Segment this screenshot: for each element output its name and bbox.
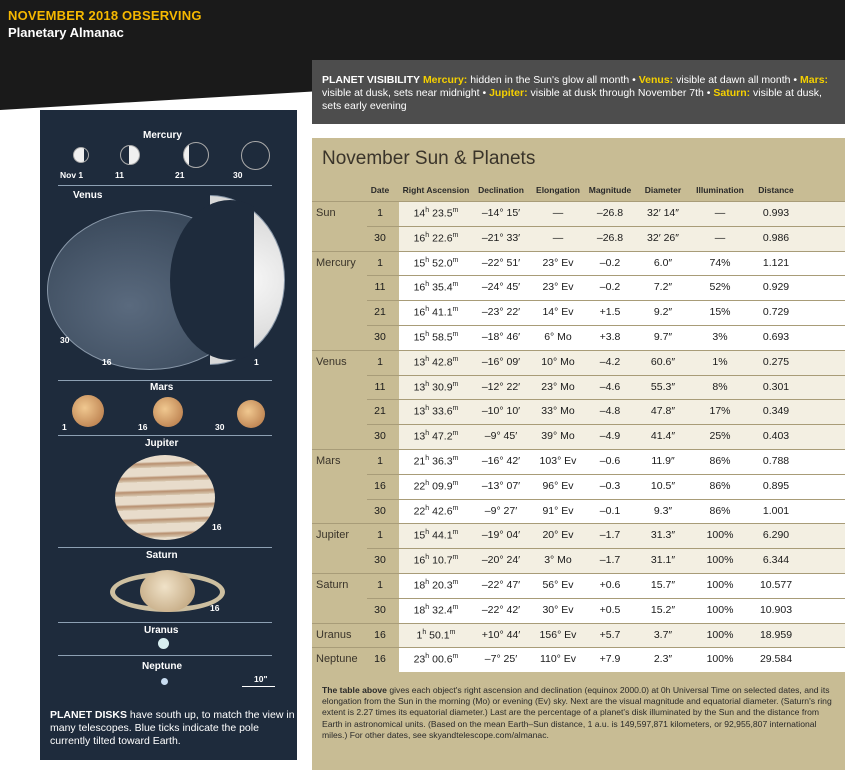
cell-dec: –20° 24′ (481, 554, 521, 567)
cell-mag: +1.5 (599, 306, 621, 319)
cell-elong: 10° Mo (541, 355, 575, 368)
group-divider (312, 623, 845, 624)
cell-dec: –16° 42′ (481, 455, 521, 467)
sun-planets-table (312, 138, 845, 770)
column-header: Distance (758, 185, 794, 195)
planet-name: Sun (316, 207, 336, 219)
table-row (312, 325, 845, 350)
scale-label: 10" (254, 674, 268, 684)
cell-ra: 15$^h$ 58.5$^m$ (413, 331, 459, 344)
cell-ra: 15$^h$ 52.0$^m$ (413, 256, 459, 270)
cell-dec: –21° 33′ (481, 231, 521, 244)
cell-mag: +3.8 (599, 331, 621, 343)
cell-dec: +10° 44′ (481, 628, 521, 641)
cell-mag: +0.6 (599, 579, 621, 591)
cell-ra: 23$^h$ 00.6$^m$ (413, 653, 459, 666)
divider (58, 655, 272, 656)
cell-diam: 31.3″ (650, 529, 676, 542)
table-row (312, 375, 845, 400)
visibility-text: visible at dusk through November 7th • (527, 87, 714, 99)
cell-illum: 86% (709, 479, 731, 492)
cell-elong: 110° Ev (539, 653, 577, 666)
table-row (312, 226, 845, 251)
cell-mag: –0.2 (599, 281, 621, 294)
mercury-label-2: 11 (115, 170, 124, 180)
row-divider (367, 399, 845, 400)
venus-label-16: 16 (102, 357, 112, 367)
cell-ra: 16$^h$ 22.6$^m$ (413, 231, 459, 245)
cell-date: 1 (377, 529, 383, 542)
group-divider (312, 647, 845, 648)
visibility-lead: PLANET VISIBILITY (322, 74, 421, 86)
divider (58, 622, 272, 623)
mercury-label-3: 21 (175, 170, 185, 180)
cell-dist: 0.729 (762, 306, 790, 319)
cell-diam: 10.5″ (650, 479, 676, 492)
column-header: Illumination (696, 185, 744, 195)
column-header: Right Ascension (402, 185, 470, 195)
cell-dec: –18° 46′ (481, 331, 521, 343)
cell-dist: 10.577 (759, 579, 793, 591)
cell-elong: 103° Ev (539, 455, 577, 467)
cell-diam: 15.2″ (650, 603, 676, 616)
disk-caption (50, 709, 295, 748)
cell-elong: 23° Ev (542, 281, 574, 294)
row-divider (367, 598, 845, 599)
mercury-disk-1 (73, 147, 89, 163)
cell-date: 1 (377, 207, 383, 219)
row-divider (367, 375, 845, 376)
cell-mag: +0.5 (599, 603, 621, 616)
planet-disks-panel (40, 110, 297, 760)
cell-ra: 13$^h$ 42.8$^m$ (413, 355, 459, 369)
cell-illum: 100% (706, 653, 734, 666)
jupiter-label-16: 16 (212, 522, 222, 532)
cell-mag: –26.8 (596, 207, 624, 219)
cell-ra: 13$^h$ 30.9$^m$ (413, 380, 459, 394)
cell-dec: –12° 22′ (481, 380, 521, 393)
cell-elong: 156° Ev (539, 628, 577, 641)
cell-illum: 100% (706, 579, 734, 591)
table-row (312, 474, 845, 499)
table-row (312, 300, 845, 325)
group-divider (312, 350, 845, 351)
row-divider (367, 300, 845, 301)
table-row (312, 598, 845, 623)
cell-mag: –0.1 (599, 504, 621, 517)
cell-dist: 10.903 (759, 603, 793, 616)
planet-name: Saturn (316, 579, 349, 591)
row-divider (367, 325, 845, 326)
cell-diam: 9.2″ (653, 306, 673, 319)
cell-dec: –7° 25′ (484, 653, 518, 666)
visibility-planet: Saturn: (713, 87, 751, 99)
table-row (312, 548, 845, 573)
cell-ra: 18$^h$ 32.4$^m$ (413, 603, 459, 617)
cell-ra: 14$^h$ 23.5$^m$ (413, 207, 459, 220)
planet-name: Mars (316, 455, 341, 467)
cell-illum: 86% (709, 504, 731, 517)
cell-diam: 60.6″ (650, 355, 676, 368)
visibility-text: visible at dawn all month • (673, 74, 801, 86)
column-header: Date (370, 185, 390, 195)
saturn-title: Saturn (146, 550, 178, 561)
cell-dist: 1.001 (762, 504, 790, 517)
cell-diam: 55.3″ (650, 380, 676, 393)
cell-date: 30 (374, 504, 386, 517)
jupiter-title: Jupiter (145, 438, 179, 449)
cell-date: 11 (374, 281, 386, 294)
neptune-title: Neptune (142, 661, 182, 672)
cell-dist: 0.788 (762, 455, 790, 467)
cell-dec: –16° 09′ (481, 355, 521, 368)
planet-visibility-box (312, 60, 845, 124)
cell-dec: –22° 51′ (481, 256, 521, 269)
cell-dec: –9° 27′ (484, 504, 518, 517)
cell-date: 21 (374, 405, 386, 418)
cell-diam: 47.8″ (650, 405, 676, 418)
divider (58, 380, 272, 381)
visibility-planet: Mars: (800, 74, 829, 86)
saturn-label-16: 16 (210, 603, 220, 613)
cell-mag: –4.2 (599, 355, 621, 368)
cell-dec: –22° 42′ (481, 603, 521, 616)
cell-dec: –13° 07′ (481, 479, 521, 492)
mercury-title: Mercury (143, 130, 182, 141)
cell-dist: 0.301 (762, 380, 790, 393)
cell-diam: 6.0″ (653, 256, 673, 269)
cell-ra: 16$^h$ 10.7$^m$ (413, 554, 459, 567)
page-kicker: NOVEMBER 2018 OBSERVING (8, 8, 202, 23)
cell-mag: –0.3 (599, 479, 621, 492)
cell-dist: 0.993 (762, 207, 790, 219)
planet-name: Jupiter (316, 529, 350, 542)
cell-elong: — (552, 207, 564, 219)
cell-ra: 13$^h$ 33.6$^m$ (413, 405, 459, 418)
cell-illum: 25% (709, 430, 731, 443)
cell-elong: 23° Ev (542, 256, 574, 269)
cell-ra: 15$^h$ 44.1$^m$ (413, 529, 459, 542)
cell-illum: 74% (709, 256, 731, 269)
cell-ra: 16$^h$ 41.1$^m$ (413, 306, 459, 319)
cell-ra: 22$^h$ 09.9$^m$ (413, 479, 459, 493)
cell-diam: 11.9″ (651, 455, 675, 467)
cell-date: 30 (374, 603, 386, 616)
mars-label-16: 16 (138, 422, 148, 432)
cell-date: 30 (374, 331, 386, 343)
cell-elong: 6° Mo (544, 331, 572, 343)
row-divider (367, 424, 845, 425)
mars-disk-30 (237, 400, 265, 428)
cell-elong: 14° Ev (542, 306, 574, 319)
visibility-planet: Jupiter: (489, 87, 528, 99)
cell-diam: 32′ 26″ (647, 231, 679, 244)
mars-label-1: 1 (62, 422, 67, 432)
mercury-label-4: 30 (233, 170, 243, 180)
table-footnote (322, 685, 837, 741)
cell-date: 1 (377, 355, 383, 368)
cell-dist: 0.693 (762, 331, 790, 343)
footnote-lead: The table above (322, 685, 387, 695)
cell-mag: –4.9 (599, 430, 621, 443)
cell-elong: 20° Ev (542, 529, 574, 542)
divider (58, 185, 272, 186)
cell-illum: 17% (709, 405, 731, 418)
row-divider (367, 499, 845, 500)
group-divider (312, 201, 845, 202)
cell-diam: 7.2″ (653, 281, 673, 294)
cell-illum: — (714, 231, 726, 244)
cell-dec: –22° 47′ (481, 579, 521, 591)
cell-date: 21 (374, 306, 386, 319)
table-row (312, 449, 845, 474)
cell-diam: 9.7″ (653, 331, 673, 343)
mercury-label-1: Nov 1 (60, 170, 84, 180)
column-header: Declination (478, 185, 524, 195)
table-row (312, 399, 845, 424)
divider (58, 547, 272, 548)
cell-diam: 32′ 14″ (647, 207, 679, 219)
cell-date: 30 (374, 554, 386, 567)
cell-mag: –4.8 (599, 405, 621, 418)
cell-mag: –1.7 (599, 554, 621, 567)
cell-illum: 1% (712, 355, 728, 368)
group-divider (312, 523, 845, 524)
cell-elong: 39° Mo (541, 430, 575, 443)
cell-elong: 91° Ev (542, 504, 574, 517)
cell-illum: 52% (709, 281, 731, 294)
scale-bar (242, 686, 275, 687)
cell-date: 30 (374, 231, 386, 244)
visibility-text: visible at dusk, sets near midnight • (322, 87, 490, 99)
cell-mag: –1.7 (599, 529, 621, 542)
cell-dec: –24° 45′ (481, 281, 521, 294)
visibility-planet: Venus: (638, 74, 674, 86)
column-header: Magnitude (588, 185, 632, 195)
cell-illum: 100% (706, 628, 734, 641)
planet-name: Uranus (316, 628, 352, 641)
cell-dist: 0.403 (762, 430, 790, 443)
cell-elong: 30° Ev (542, 603, 574, 616)
cell-elong: 33° Mo (541, 405, 575, 418)
cell-date: 16 (374, 628, 386, 641)
cell-elong: — (552, 231, 564, 244)
cell-elong: 96° Ev (542, 479, 574, 492)
visibility-planet: Mercury: (422, 74, 468, 86)
cell-mag: +5.7 (599, 628, 621, 641)
cell-date: 1 (377, 579, 383, 591)
cell-illum: 100% (706, 603, 734, 616)
cell-elong: 3° Mo (544, 554, 572, 567)
neptune-disk (161, 678, 168, 685)
cell-mag: –0.2 (599, 256, 621, 269)
cell-date: 1 (377, 455, 383, 467)
planet-name: Mercury (316, 256, 356, 269)
mars-disk-16 (153, 397, 183, 427)
cell-elong: 23° Mo (541, 380, 575, 393)
mercury-disk-3 (183, 142, 209, 168)
row-divider (367, 226, 845, 227)
cell-dec: –14° 15′ (481, 207, 521, 219)
cell-date: 16 (374, 653, 386, 666)
table-row (312, 647, 845, 672)
cell-dist: 0.895 (762, 479, 790, 492)
uranus-title: Uranus (144, 625, 179, 636)
cell-mag: –26.8 (596, 231, 624, 244)
table-row (312, 350, 845, 375)
cell-mag: –0.6 (599, 455, 621, 467)
cell-dec: –23° 22′ (481, 306, 521, 319)
cell-illum: 100% (706, 554, 734, 567)
cell-ra: 13$^h$ 47.2$^m$ (413, 430, 459, 443)
group-divider (312, 573, 845, 574)
cell-dist: 0.929 (762, 281, 790, 294)
table-title: November Sun & Planets (322, 148, 536, 169)
venus-title: Venus (73, 190, 103, 201)
cell-ra: 16$^h$ 35.4$^m$ (413, 281, 459, 294)
cell-ra: 21$^h$ 36.3$^m$ (413, 455, 459, 468)
table-row (312, 623, 845, 648)
cell-date: 16 (374, 479, 386, 492)
footnote-text: gives each object's right ascension and declination (equinox 2000.0) at 0h Universal Time on selected dates, and its elongation from the Sun in the morning (Mo) or evening (Ev) sky. Next are the visual magnitude and equatorial diameter. (Saturn's ring extent is 2.27 times its equatorial diameter.) Last are the percentage of a planet's disk illuminated by the Sun and the distance from Earth in astronomical units. (Based on the mean Earth–Sun distance, 1 a.u. is 149,597,871 kilometers, or 92,955,807 international miles.) For other dates, see skyandtelescope.com/almanac. (322, 685, 832, 740)
row-divider (367, 474, 845, 475)
row-divider (367, 275, 845, 276)
venus-label-1: 1 (254, 357, 259, 367)
cell-dist: 1.121 (762, 256, 790, 269)
visibility-text: hidden in the Sun's glow all month • (467, 74, 639, 86)
cell-dist: 18.959 (759, 628, 793, 641)
cell-date: 30 (374, 430, 386, 443)
cell-illum: 3% (712, 331, 728, 343)
table-row (312, 201, 845, 226)
row-divider (367, 548, 845, 549)
cell-dist: 0.986 (762, 231, 790, 244)
table-row (312, 573, 845, 598)
cell-elong: 56° Ev (542, 579, 574, 591)
caption-lead: PLANET DISKS (50, 709, 128, 721)
table-row (312, 523, 845, 548)
mars-label-30: 30 (215, 422, 225, 432)
divider (58, 435, 272, 436)
cell-diam: 3.7″ (653, 628, 673, 641)
cell-ra: 22$^h$ 42.6$^m$ (413, 504, 459, 518)
cell-ra: 18$^h$ 20.3$^m$ (413, 579, 459, 592)
mars-title: Mars (150, 382, 174, 393)
cell-dist: 0.275 (762, 355, 790, 368)
column-header: Diameter (644, 185, 682, 195)
page-title: Planetary Almanac (8, 25, 124, 40)
venus-label-30: 30 (60, 335, 70, 345)
cell-date: 11 (374, 380, 386, 393)
cell-diam: 9.3″ (653, 504, 673, 517)
mercury-disk-2 (120, 145, 140, 165)
cell-dist: 0.349 (762, 405, 790, 418)
cell-dist: 6.344 (762, 554, 790, 567)
cell-diam: 41.4″ (650, 430, 676, 443)
table-row (312, 275, 845, 300)
cell-dec: –19° 04′ (481, 529, 521, 542)
cell-diam: 31.1″ (650, 554, 676, 567)
mars-disk-1 (72, 395, 104, 427)
cell-illum: 86% (709, 455, 731, 467)
cell-dist: 6.290 (762, 529, 790, 542)
column-header: Elongation (536, 185, 580, 195)
jupiter-disk (115, 455, 215, 540)
cell-illum: — (714, 207, 726, 219)
cell-illum: 15% (709, 306, 731, 319)
cell-illum: 8% (712, 380, 728, 393)
table-row (312, 499, 845, 524)
caption-text: have south up, to match the view in many telescopes. Blue ticks indicate the pole currently tilted toward Earth. (50, 709, 295, 747)
cell-dist: 29.584 (759, 653, 793, 666)
cell-ra: 1$^h$ 50.1$^m$ (416, 628, 456, 642)
table-row (312, 424, 845, 449)
cell-diam: 15.7″ (650, 579, 676, 591)
cell-date: 1 (377, 256, 383, 269)
visibility-text: visible at dusk, sets early evening (322, 87, 822, 112)
planet-name: Venus (316, 355, 347, 368)
uranus-disk (158, 638, 169, 649)
group-divider (312, 251, 845, 252)
saturn-disk (140, 570, 195, 612)
cell-dec: –10° 10′ (481, 405, 521, 418)
planet-name: Neptune (316, 653, 358, 666)
cell-diam: 2.3″ (653, 653, 673, 666)
cell-mag: +7.9 (599, 653, 621, 666)
mercury-disk-4 (241, 141, 270, 170)
group-divider (312, 449, 845, 450)
cell-mag: –4.6 (599, 380, 621, 393)
cell-dec: –9° 45′ (484, 430, 518, 443)
table-row (312, 251, 845, 276)
cell-illum: 100% (706, 529, 734, 542)
